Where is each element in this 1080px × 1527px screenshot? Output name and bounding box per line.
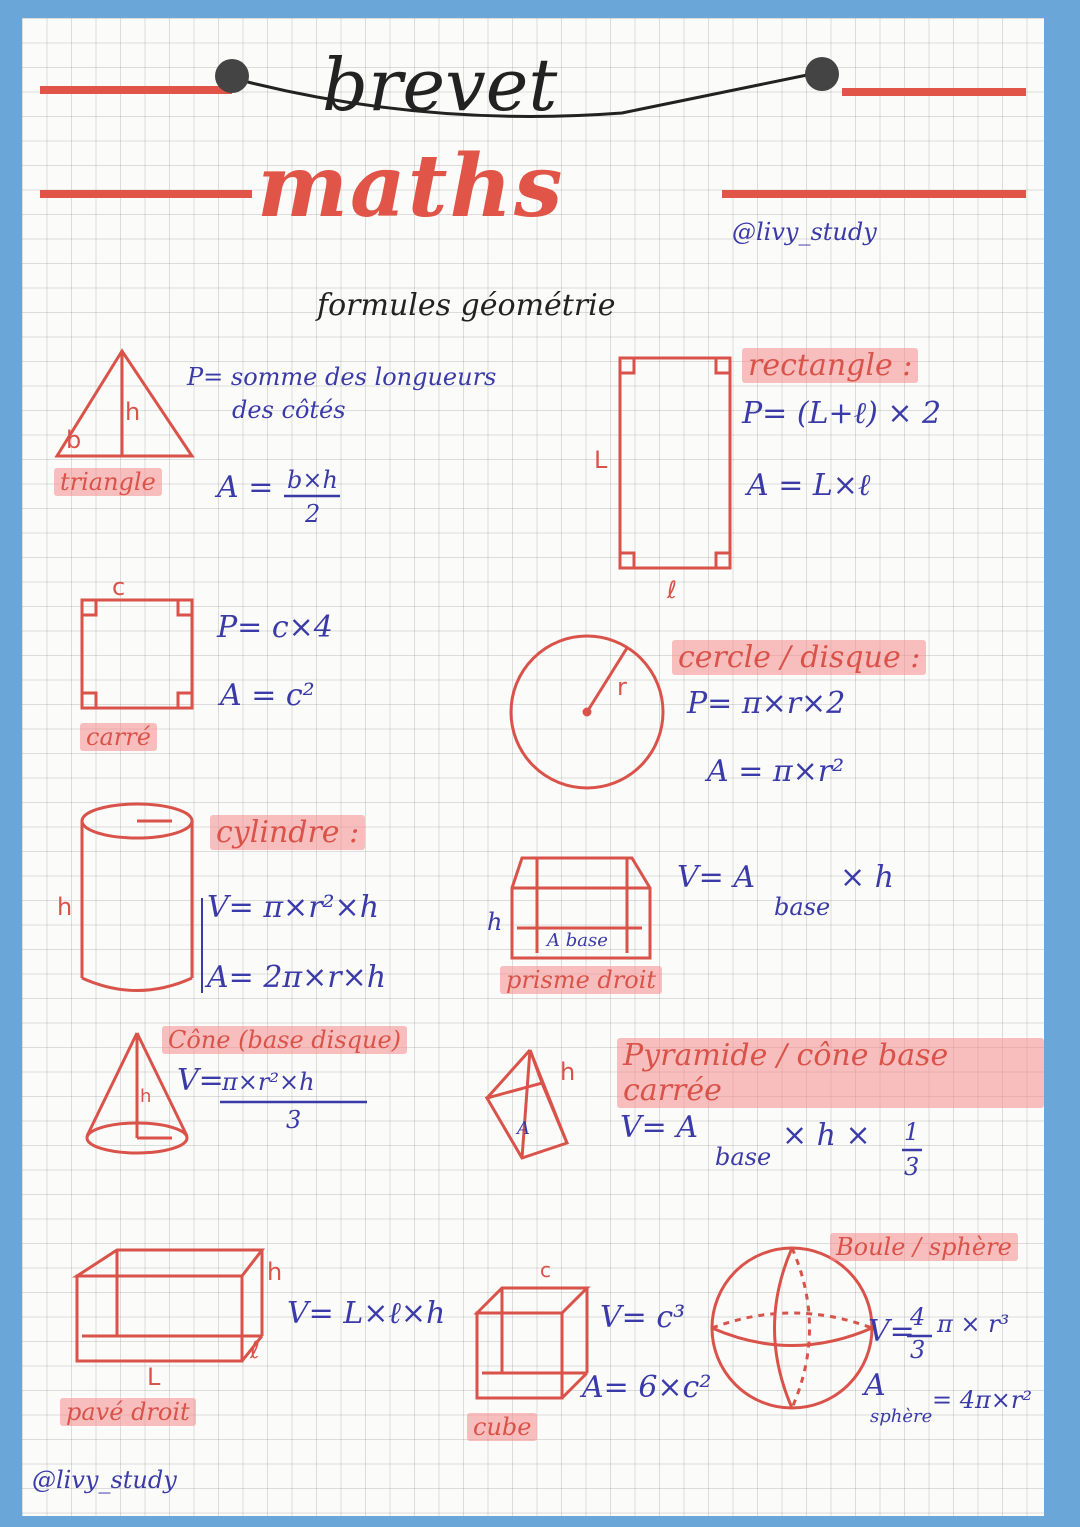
square-area: A = c² (220, 678, 315, 713)
shapes-layer (22, 18, 1044, 1516)
prism-volume-sub: base (774, 893, 831, 921)
sphere-volume-num: 4 (910, 1303, 926, 1331)
sphere-volume-den: 3 (910, 1336, 926, 1364)
prism-h-label: h (487, 908, 503, 936)
prism-label: prisme droit (500, 966, 662, 994)
cube-area: A= 6×c² (582, 1370, 712, 1405)
cone-volume-prefix: V= (177, 1063, 224, 1098)
sphere-area-sub: sphère (870, 1406, 933, 1427)
triangle-label: triangle (54, 468, 162, 496)
cube-volume: V= c³ (600, 1300, 686, 1335)
cuboid-shape (77, 1250, 262, 1361)
triangle-perimeter-cont: des côtés (232, 396, 346, 424)
cone-h-label: h (140, 1086, 152, 1107)
rectangle-area: A = L×ℓ (747, 468, 871, 503)
sphere-area-value: = 4π×r² (932, 1386, 1032, 1414)
rectangle-shape (620, 358, 730, 568)
circle-r-label: r (617, 673, 627, 701)
cuboid-h-label: h (267, 1258, 283, 1286)
pyramid-volume-sub: base (715, 1143, 772, 1171)
pyramid-volume-suffix: × h × (782, 1118, 871, 1153)
pyramid-label: Pyramide / cône base carrée (617, 1038, 1044, 1108)
prism-volume-prefix: V= A (677, 860, 756, 895)
circle-area: A = π×r² (707, 754, 845, 789)
cone-volume-num: π×r²×h (222, 1068, 315, 1096)
sphere-area-prefix: A (864, 1368, 886, 1403)
sphere-shape (712, 1248, 872, 1408)
pyramid-face-label: A (517, 1118, 530, 1139)
pyramid-volume-prefix: V= A (620, 1110, 699, 1145)
square-shape (82, 600, 192, 708)
sphere-volume-suffix: π × r³ (937, 1310, 1010, 1338)
sphere-volume-prefix: V= (868, 1314, 915, 1349)
triangle-area-num: b×h (287, 466, 338, 494)
rectangle-l-label: ℓ (667, 576, 677, 604)
notebook-page (22, 18, 1044, 1516)
cuboid-label: pavé droit (60, 1398, 196, 1426)
triangle-h-label: h (125, 398, 141, 426)
cube-label: cube (467, 1413, 537, 1441)
cylinder-shape (82, 804, 192, 991)
cube-c-label: c (540, 1258, 551, 1282)
pyramid-frac-den: 3 (904, 1153, 920, 1181)
prism-face-label: A base (547, 930, 608, 951)
cuboid-L-label: L (147, 1363, 161, 1391)
header-handle: @livy_study (732, 218, 877, 246)
square-c-label: c (112, 573, 126, 601)
square-perimeter: P= c×4 (217, 610, 333, 645)
cylinder-area: A= 2π×r×h (207, 960, 387, 995)
rectangle-L-label: L (594, 446, 608, 474)
cylinder-h-label: h (57, 893, 73, 921)
cone-volume-den: 3 (286, 1106, 302, 1134)
rectangle-perimeter: P= (L+ℓ) × 2 (742, 396, 942, 431)
sphere-label: Boule / sphère (830, 1233, 1018, 1261)
triangle-area-prefix: A = (217, 470, 274, 505)
prism-volume-suffix: × h (840, 860, 894, 895)
cuboid-l-label: ℓ (250, 1336, 260, 1364)
rectangle-label: rectangle : (742, 348, 918, 383)
footer-handle: @livy_study (32, 1466, 177, 1494)
cube-shape (477, 1288, 587, 1398)
pyramid-shape (487, 1050, 567, 1158)
square-label: carré (80, 723, 157, 751)
circle-label: cercle / disque : (672, 640, 926, 675)
subtitle: formules géométrie (317, 288, 616, 323)
title-maths: maths (257, 136, 565, 237)
circle-shape (511, 636, 663, 788)
triangle-perimeter: P= somme des longueurs (187, 363, 497, 391)
triangle-area-den: 2 (305, 500, 321, 528)
title-brevet: brevet (322, 43, 558, 127)
triangle-b-label: b (66, 426, 82, 454)
cylinder-label: cylindre : (210, 815, 365, 850)
cuboid-volume: V= L×ℓ×h (287, 1296, 446, 1331)
cone-label: Cône (base disque) (162, 1026, 407, 1054)
cylinder-volume: V= π×r²×h (207, 890, 380, 925)
pyramid-frac-num: 1 (904, 1118, 920, 1146)
pyramid-h-label: h (560, 1058, 576, 1086)
circle-perimeter: P= π×r×2 (687, 686, 846, 721)
